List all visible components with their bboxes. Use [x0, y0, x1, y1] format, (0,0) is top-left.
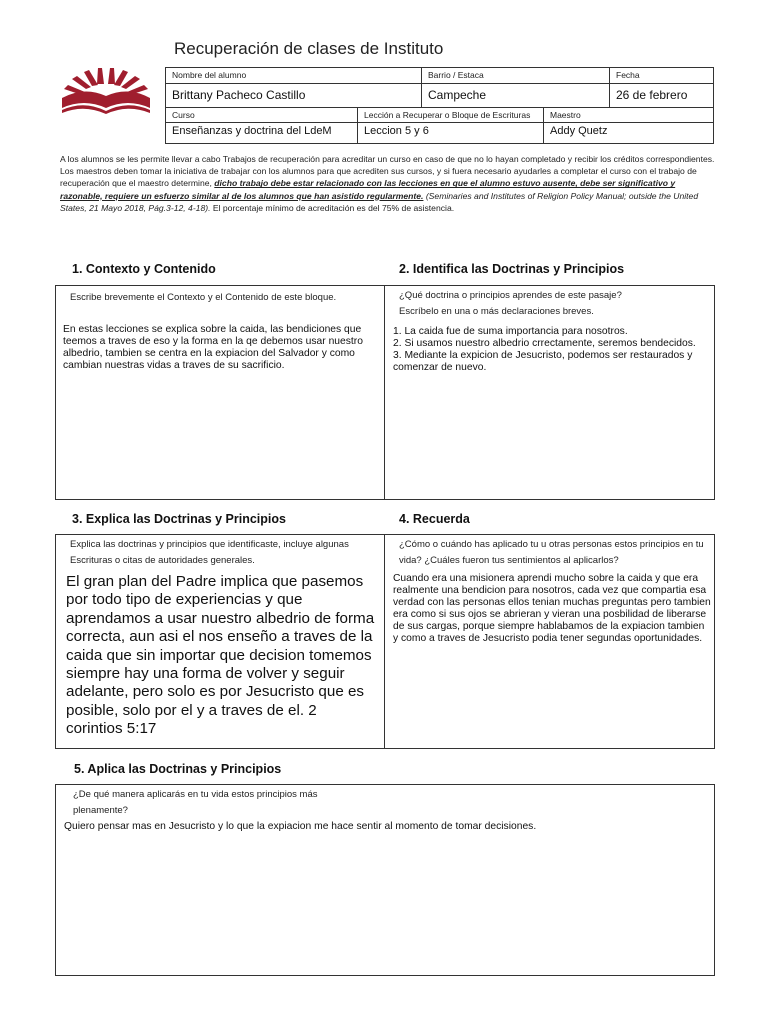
section-5-prompt: ¿De qué manera aplicarás en tu vida estos principios más plenamente?: [73, 789, 318, 816]
ward-label-cell: [422, 68, 610, 84]
ward-value-cell: [422, 84, 610, 108]
lesson-value-cell: [358, 123, 544, 144]
section-1-prompt: Escribe brevemente el Contexto y el Contenido de este bloque.: [70, 292, 337, 303]
date-value: 26 de febrero: [616, 88, 688, 102]
section-2-list: [393, 326, 709, 374]
section-4-heading: 4. Recuerda: [399, 512, 470, 526]
section-4-box[interactable]: [384, 534, 715, 749]
intro-citation: (Seminaries and Institutes of Religion Policy Manual; outside the United States, 21 Mayo 2018, Pág.3-12, 4-18).: [60, 190, 699, 213]
date-label-cell: [610, 68, 714, 84]
intro-paragraph: [60, 153, 720, 214]
student-label-cell: [166, 68, 422, 84]
section-4-answer: Cuando era una misionera aprendi mucho sobre la caida y que era realmente una bendicion para nosotros, cada vez que compartia esa verdad con las personas ellos tenian muchas preguntas pero tambien era como si sus ojos se abrieran y vieran una posbilidad de liberarse de sus cargas, porque siempre hablabamos de la expiacion tambien y como a traves de Jesucristo podia tener segundas oportunidades.: [393, 573, 711, 644]
teacher-name: Addy Quetz: [550, 125, 608, 137]
date-label: Fecha: [616, 70, 640, 80]
list-item: 2. Si usamos nuestro albedrio crrectamente, seremos bendecidos.: [393, 338, 696, 349]
section-5-box[interactable]: [55, 784, 715, 976]
section-1-box[interactable]: [55, 285, 385, 500]
section-5-heading: 5. Aplica las Doctrinas y Principios: [74, 762, 282, 776]
section-2-box[interactable]: [384, 285, 715, 500]
section-3-prompt: Explica las doctrinas y principios que identificaste, incluye algunas Escrituras o citas de autoridades generales.: [70, 539, 349, 566]
student-info-table: [165, 67, 714, 144]
ward-name: Campeche: [428, 88, 487, 102]
intro-text: A los alumnos se les permite llevar a cabo Trabajos de recuperación para acreditar un curso en caso de que no lo hayan completado y recibir los créditos correspondientes. Los maestros deben tomar la iniciativa de trabajar con los alumnos para que acrediten sus cursos, y si fuera necesario ayudarles a completar el curso con el trabajo de recuperación que el maestro determine,: [60, 154, 715, 189]
intro-emphasis: dicho trabajo debe estar relacionado con las lecciones en que el alumno estuvo ausente, debe ser significativo y razonable, requiere un esfuerzo similar al de los alumnos que han asistido regularmente.: [60, 178, 676, 201]
church-logo-icon: [60, 64, 152, 114]
lesson-value: Leccion 5 y 6: [364, 125, 429, 137]
course-value-cell: [166, 123, 358, 144]
section-1-answer: En estas lecciones se explica sobre la caida, las bendiciones que teemos a traves de eso y la forma en la qe debemos usar nuestro albedrio, tambien se centra en la expiacion del Salvador y como cambian nuestras vidas a traves de su sacrificio.: [63, 324, 363, 371]
student-value-cell: [166, 84, 422, 108]
lesson-label: Lección a Recuperar o Bloque de Escrituras: [364, 110, 531, 120]
student-label: Nombre del alumno: [172, 70, 247, 80]
section-2-prompt-1: ¿Qué doctrina o principios aprendes de este pasaje?: [399, 290, 622, 301]
student-name: Brittany Pacheco Castillo: [172, 88, 306, 102]
list-item: 1. La caida fue de suma importancia para nosotros.: [393, 326, 628, 337]
section-3-heading: 3. Explica las Doctrinas y Principios: [72, 512, 286, 526]
ward-label: Barrio / Estaca: [428, 70, 484, 80]
course-name: Enseñanzas y doctrina del LdeM: [172, 125, 332, 137]
intro-tail: El porcentaje mínimo de acreditación es del 75% de asistencia.: [210, 202, 455, 213]
section-5-answer: Quiero pensar mas en Jesucristo y lo que la expiacion me hace sentir al momento de tomar decisiones.: [64, 821, 537, 832]
document-title: Recuperación de clases de Instituto: [174, 39, 444, 58]
lesson-label-cell: [358, 108, 544, 123]
section-3-answer: El gran plan del Padre implica que pasemos por todo tipo de experiencias y que aprendamos a usar nuestro albedrio de forma correcta, aun asi el nos enseño a traves de la caida que sin importar que decision tomemos siempre hay una forma de volver y seguir adelante, pero solo es por Jesucristo que es posible, solo por el y a traves de el. 2 corintios 5:17: [66, 573, 375, 738]
section-2-prompt-2: Escríbelo en una o más declaraciones breves.: [399, 306, 594, 317]
teacher-value-cell: [544, 123, 714, 144]
section-3-box[interactable]: [55, 534, 385, 749]
list-item: 3. Mediante la expicion de Jesucristo, podemos ser restaurados y comenzar de nuevo.: [393, 350, 693, 373]
section-1-heading: 1. Contexto y Contenido: [72, 262, 216, 276]
course-label-cell: [166, 108, 358, 123]
section-2-heading: 2. Identifica las Doctrinas y Principios: [399, 262, 625, 276]
teacher-label: Maestro: [550, 110, 581, 120]
section-4-prompt: ¿Cómo o cuándo has aplicado tu u otras personas estos principios en tu vida? ¿Cuáles fueron tus sentimientos al aplicarlos?: [399, 539, 704, 566]
teacher-label-cell: [544, 108, 714, 123]
course-label: Curso: [172, 110, 195, 120]
date-value-cell: [610, 84, 714, 108]
